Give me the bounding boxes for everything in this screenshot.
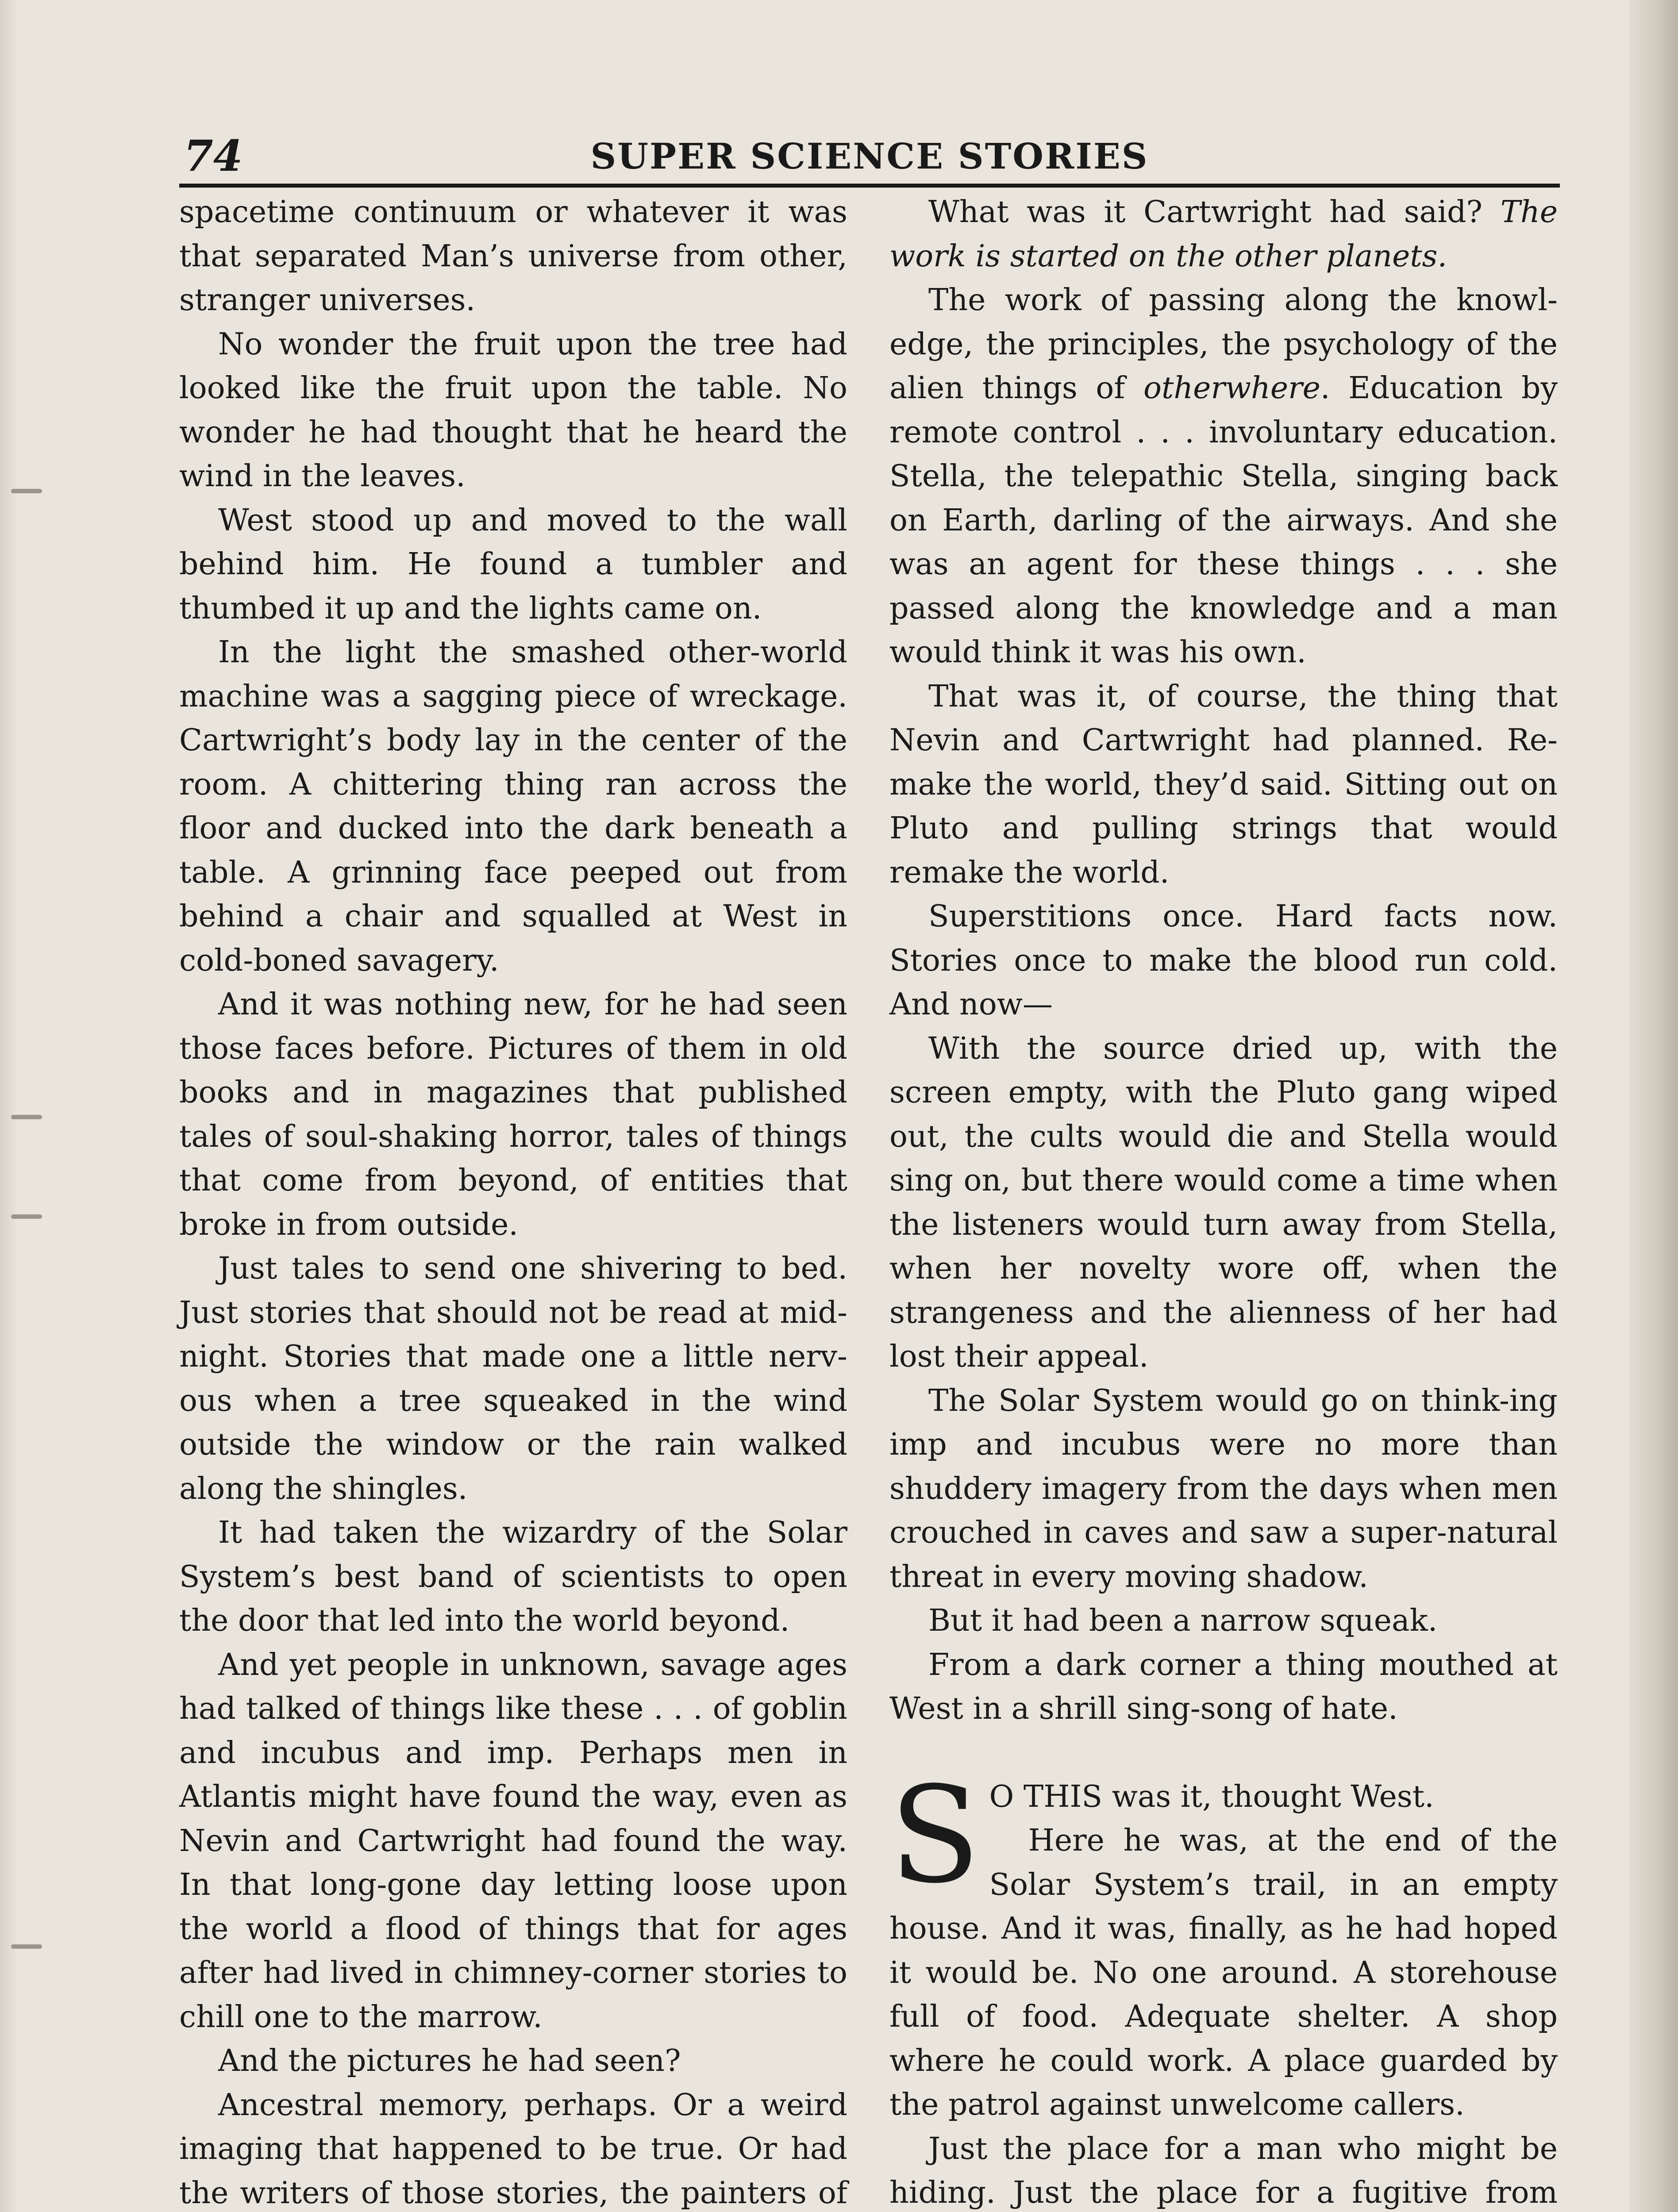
paragraph-text: . Education by remote control . . . involuntary education. Stella, the telepathic Stella, singing back on Earth, darling of the airways. And she was an agent for these things . . . she passed along the knowledge and a man would think it was his own.	[889, 371, 1558, 670]
paragraph: From a dark corner a thing mouthed at West in a shrill sing-song of hate.	[889, 1647, 1558, 1726]
emphasized-word: otherwhere	[1143, 371, 1320, 406]
paragraph: Just the place for a man who might be hiding. Just the place for a fugitive from	[889, 2131, 1558, 2210]
paragraph	[889, 278, 1558, 675]
paragraph-text: Here he was, at the end of the Solar System’s trail, in an empty house. And it was, finally, as he had hoped it would be. No one around. A storehouse full of food. Adequate shelter. A shop where he could work. A place guarded by the patrol against unwelcome callers.	[889, 1823, 1558, 2122]
paragraph	[889, 190, 1558, 278]
right-column	[889, 190, 1558, 2212]
paragraph: It had taken the wizardry of the Solar System’s best band of scientists to open the door that led into the world beyond.	[179, 1515, 847, 1638]
left-column	[179, 190, 847, 2212]
paragraph: That was it, of course, the thing that Nevin and Cartwright had planned. Re-make the world, they’d said. Sitting out on Pluto and pulling strings that would remake the world.	[889, 679, 1558, 890]
paragraph: With the source dried up, with the screen empty, with the Pluto gang wiped out, the cults would die and Stella would sing on, but there would come a time when the listeners would turn away from Stella, when her novelty wore off, when the strangeness and the alienness of her had lost their appeal.	[889, 1031, 1558, 1374]
paragraph: Superstitions once. Hard facts now. Stories once to make the blood run cold. And now—	[889, 899, 1558, 1022]
page-left-edge	[0, 0, 18, 2212]
page-number: 74	[184, 131, 243, 181]
paragraph: Just tales to send one shivering to bed. Just stories that should not be read at mid-night. Stories that made one a little nerv-ous when a tree squeaked in the wind outside the window or the rain walked along the shingles.	[179, 1251, 847, 1506]
paragraph-text: The work of passing along the knowl-edge, the principles, the psychology of the alien things of	[889, 283, 1558, 406]
margin-mark	[11, 489, 42, 493]
paragraph: West stood up and moved to the wall behind him. He found a tumbler and thumbed it up and the lights came on.	[179, 503, 847, 626]
paragraph: But it had been a narrow squeak.	[928, 1603, 1438, 1638]
paragraph: And yet people in unknown, savage ages had talked of things like these . . . of goblin and incubus and imp. Perhaps men in Atlantis might have found the way, even as Nevin and Cartwright had found the way. In that long-gone day letting loose upon the world a flood of things that for ages after had lived in chimney-corner stories to chill one to the marrow.	[179, 1647, 847, 2035]
paragraph: Ancestral memory, perhaps. Or a weird imaging that happened to be true. Or had the writers of those stories, the painters of	[179, 2087, 847, 2211]
paragraph: In the light the smashed other-world machine was a sagging piece of wreckage. Cartwright’s body lay in the center of the room. A chittering thing ran across the floor and ducked into the dark beneath a table. A grinning face peeped out from behind a chair and squalled at West in cold-boned savagery.	[179, 635, 847, 978]
paragraph: And it was nothing new, for he had seen those faces before. Pictures of them in old books and in magazines that published tales of soul-shaking horror, tales of things that come from beyond, of entities that broke in from outside.	[179, 987, 847, 1242]
paragraph: No wonder the fruit upon the tree had looked like the fruit upon the table. No wonder he had thought that he heard the wind in the leaves.	[179, 326, 847, 494]
margin-mark	[11, 1115, 42, 1119]
paragraph: And the pictures he had seen?	[218, 2043, 681, 2078]
margin-mark	[11, 1214, 42, 1219]
page-header	[179, 126, 1560, 188]
page-right-edge	[1629, 0, 1678, 2212]
paragraph-text: What was it Cartwright had said?	[928, 195, 1501, 230]
section-lead: O THIS was it, thought West.	[989, 1779, 1434, 1814]
paragraph: The Solar System would go on think-ing imp and incubus were no more than shuddery imagery from the days when men crouched in caves and saw a super-natural threat in every moving shadow.	[889, 1383, 1558, 1594]
drop-cap: S	[889, 1758, 981, 1912]
running-title: SUPER SCIENCE STORIES	[590, 135, 1149, 177]
paragraph: spacetime continuum or whatever it was that separated Man’s universe from other, stranger universes.	[179, 195, 847, 318]
quoted-text: The work is started on the other planets.	[889, 195, 1558, 274]
margin-mark	[11, 1944, 42, 1949]
section-opening-paragraph	[889, 1758, 1558, 2127]
